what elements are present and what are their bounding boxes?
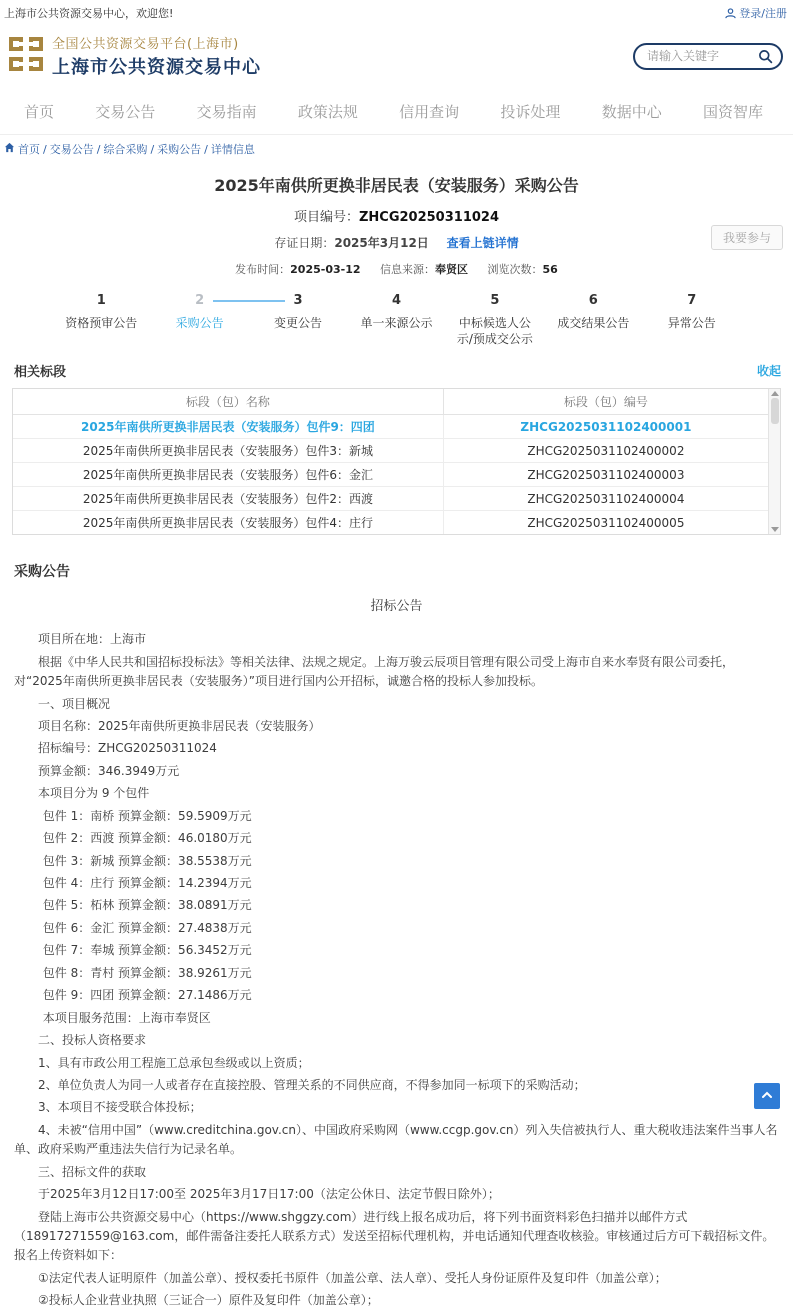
announcement-section-title: 采购公告 [14,564,70,581]
nav-item-credit-query[interactable]: 信用查询 [399,103,460,121]
project-number-value: ZHCG20250311024 [358,210,500,225]
bid-code-cell: ZHCG2025031102400001 [443,415,768,439]
search-icon [758,52,773,67]
paragraph-acquisition-time: 于2025年3月12日17:00至 2025年3月17日17:00（法定公休日、法定节假日除外）； [38,1187,500,1202]
collapse-link[interactable]: 收起 [756,364,781,379]
bid-code-cell: ZHCG2025031102400002 [443,439,768,463]
source-value: 奉贤区 [435,263,469,276]
search-box [633,43,783,70]
step-procurement-notice[interactable]: 2 采购公告 [150,293,248,347]
breadcrumb [0,135,793,161]
paragraph-package-count: 本项目分为 9 个包件 [38,786,150,801]
paragraph-package-2: 包件 2：西渡 预算金额：46.0180万元 [42,831,252,846]
scroll-down-icon[interactable] [771,527,779,532]
welcome-text: 上海市公共资源交易中心，欢迎您! [4,7,174,20]
nav-item-policies[interactable]: 政策法规 [297,103,358,121]
table-row[interactable] [13,439,768,463]
crumb-home[interactable]: 首页 [18,143,40,156]
crumb-separator: / [204,142,208,156]
crumb-trade-notices[interactable]: 交易公告 [49,143,94,156]
project-number-line [0,206,793,225]
paragraph-qualification-3: 3、本项目不接受联合体投标； [38,1100,202,1115]
crumb-detail[interactable]: 详情信息 [210,143,255,156]
nav-item-trade-notices[interactable]: 交易公告 [95,103,156,121]
search-input[interactable] [647,49,758,63]
nav-item-home[interactable]: 首页 [24,103,55,121]
crumb-comprehensive-procurement[interactable]: 综合采购 [103,143,148,156]
crumb-separator: / [43,142,47,156]
paragraph-material-1: ①法定代表人证明原件（加盖公章）、授权委托书原件（加盖公章、法人章）、受托人身份证原件及复印件（加盖公章）； [38,1270,667,1285]
page-title: 2025年南供所更换非居民表（安装服务）采购公告 [214,176,579,195]
paragraph-package-7: 包件 7：奉城 预算金额：56.3452万元 [42,943,252,958]
view-chain-detail-link[interactable]: 查看上链详情 [446,236,519,250]
participate-button[interactable]: 我要参与 [711,225,783,250]
paragraph-budget: 预算金额：346.3949万元 [38,763,180,778]
heading-project-overview: 一、项目概况 [38,696,111,711]
step-prequalification[interactable]: 1 资格预审公告 [65,293,138,330]
paragraph-qualification-4: 4、未被“信用中国”（www.creditchina.gov.cn）、中国政府采购网（www.ccgp.gov.cn）列入失信被执行人、重大税收违法案件当事人名单、政府采购严重违法失信行为记录名单。 [14,1122,778,1157]
col-header-bid-name: 标段（包）名称 [13,389,443,415]
step-abnormal-notice[interactable]: 7 异常公告 [667,293,716,330]
nav-item-data-center[interactable]: 数据中心 [601,103,662,121]
table-row[interactable] [13,415,768,439]
paragraph-registration-process: 登陆上海市公共资源交易中心（https://www.shggzy.com）进行线上报名成功后，将下列书面资料彩色扫描并以邮件方式（18917271559@163.com，邮件需备注委托人联系方式）发送至招标代理机构，并电话通知代理查收核验。审核通过后方可下载招标文件。报名上传资料如下： [14,1209,775,1263]
bid-code-cell: ZHCG2025031102400004 [443,487,768,511]
publish-line [0,261,793,277]
bid-code-cell: ZHCG2025031102400003 [443,463,768,487]
step-candidate-publicity[interactable]: 5 中标候选人公示/预成交公示 [456,293,533,346]
announcement-body [14,630,779,1311]
crumb-procurement-notice[interactable]: 采购公告 [157,143,202,156]
bid-code-cell: ZHCG2025031102400005 [527,515,685,530]
paragraph-package-6: 包件 6：金汇 预算金额：27.4838万元 [42,920,252,935]
home-icon [4,142,15,156]
views-value: 56 [542,263,558,276]
notice-header [0,161,793,277]
tender-notice-title: 招标公告 [370,599,423,615]
related-bids-section [12,361,781,535]
crumb-separator: / [150,142,155,156]
chevron-up-icon [760,1088,774,1105]
site-logo-icon [8,36,44,76]
site-header [0,25,793,89]
nav-item-trade-guide[interactable]: 交易指南 [196,103,257,121]
paragraph-package-1: 包件 1：南桥 预算金额：59.5909万元 [42,808,252,823]
paragraph-qualification-1: 1、具有市政公用工程施工总承包叁级或以上资质； [38,1055,310,1070]
bid-name-cell[interactable]: 2025年南供所更换非居民表（安装服务）包件3：新城 [13,439,443,463]
publish-time-label: 发布时间： [235,263,291,276]
table-scrollbar[interactable] [768,389,780,534]
source-label: 信息来源： [380,263,436,276]
scrollbar-thumb[interactable] [771,398,779,424]
notice-step-nav [52,293,741,347]
step-single-source[interactable]: 4 单一来源公示 [360,293,433,330]
bid-name-cell[interactable]: 2025年南供所更换非居民表（安装服务）包件4：庄行 [13,511,443,535]
search-button[interactable] [758,49,773,64]
brand [8,33,261,79]
table-row[interactable] [13,511,768,535]
paragraph-package-9: 包件 9：四团 预算金额：27.1486万元 [42,988,252,1003]
announcement-section [14,561,779,1311]
table-header-row [13,389,768,415]
bid-name-cell[interactable]: 2025年南供所更换非居民表（安装服务）包件2：西渡 [13,487,443,511]
paragraph-service-scope: 本项目服务范围：上海市奉贤区 [42,1010,211,1025]
table-row[interactable] [13,463,768,487]
nav-item-complaints[interactable]: 投诉处理 [500,103,561,121]
bid-name-cell[interactable]: 2025年南供所更换非居民表（安装服务）包件9：四团 [13,415,443,439]
deposit-line [0,234,793,251]
platform-name: 全国公共资源交易平台(上海市) [52,37,239,52]
user-icon [725,8,736,19]
col-header-bid-code: 标段（包）编号 [443,389,768,415]
paragraph-qualification-2: 2、单位负责人为同一人或者存在直接控股、管理关系的不同供应商，不得参加同一标项下的采购活动； [38,1077,586,1092]
nav-item-think-tank[interactable]: 国资智库 [702,103,763,121]
paragraph-package-3: 包件 3：新城 预算金额：38.5538万元 [42,853,252,868]
bid-table [12,388,781,535]
login-register-link[interactable]: 登录/注册 [739,7,787,20]
step-change-notice[interactable]: 3 变更公告 [274,293,323,330]
crumb-separator: / [96,142,101,156]
related-bids-title: 相关标段 [14,365,67,381]
heading-document-acquisition: 三、招标文件的获取 [38,1164,147,1179]
bid-name-cell[interactable]: 2025年南供所更换非居民表（安装服务）包件6：金汇 [13,463,443,487]
main-nav [0,89,793,135]
views-label: 浏览次数： [487,263,543,276]
deposit-date-value: 2025年3月12日 [334,236,429,250]
paragraph-project-location: 项目所在地：上海市 [38,632,147,647]
table-row[interactable] [13,487,768,511]
paragraph-package-5: 包件 5：柘林 预算金额：38.0891万元 [42,898,252,913]
paragraph-package-8: 包件 8：青村 预算金额：38.9261万元 [42,965,252,980]
paragraph-tender-number: 招标编号：ZHCG20250311024 [38,741,217,756]
step-result-notice[interactable]: 6 成交结果公告 [557,293,630,330]
site-name: 上海市公共资源交易中心 [52,57,261,78]
back-to-top-button[interactable] [754,1083,780,1109]
paragraph-project-name: 项目名称：2025年南供所更换非居民表（安装服务） [38,718,321,733]
paragraph-intro: 根据《中华人民共和国招标投标法》等相关法律、法规之规定。上海万骏云辰项目管理有限公司受上海市自来水奉贤有限公司委托，对“2025年南供所更换非居民表（安装服务）”项目进行国内公开招标，诚邀合格的投标人参加投标。 [14,654,735,689]
paragraph-package-4: 包件 4：庄行 预算金额：14.2394万元 [42,876,252,890]
project-number-label: 项目编号： [293,210,359,225]
heading-bidder-qualification: 二、投标人资格要求 [38,1033,147,1048]
top-bar [0,0,793,25]
deposit-date-label: 存证日期： [274,236,335,250]
paragraph-material-2: ②投标人企业营业执照（三证合一）原件及复印件（加盖公章）； [38,1293,379,1308]
publish-time-value: 2025-03-12 [290,263,361,276]
